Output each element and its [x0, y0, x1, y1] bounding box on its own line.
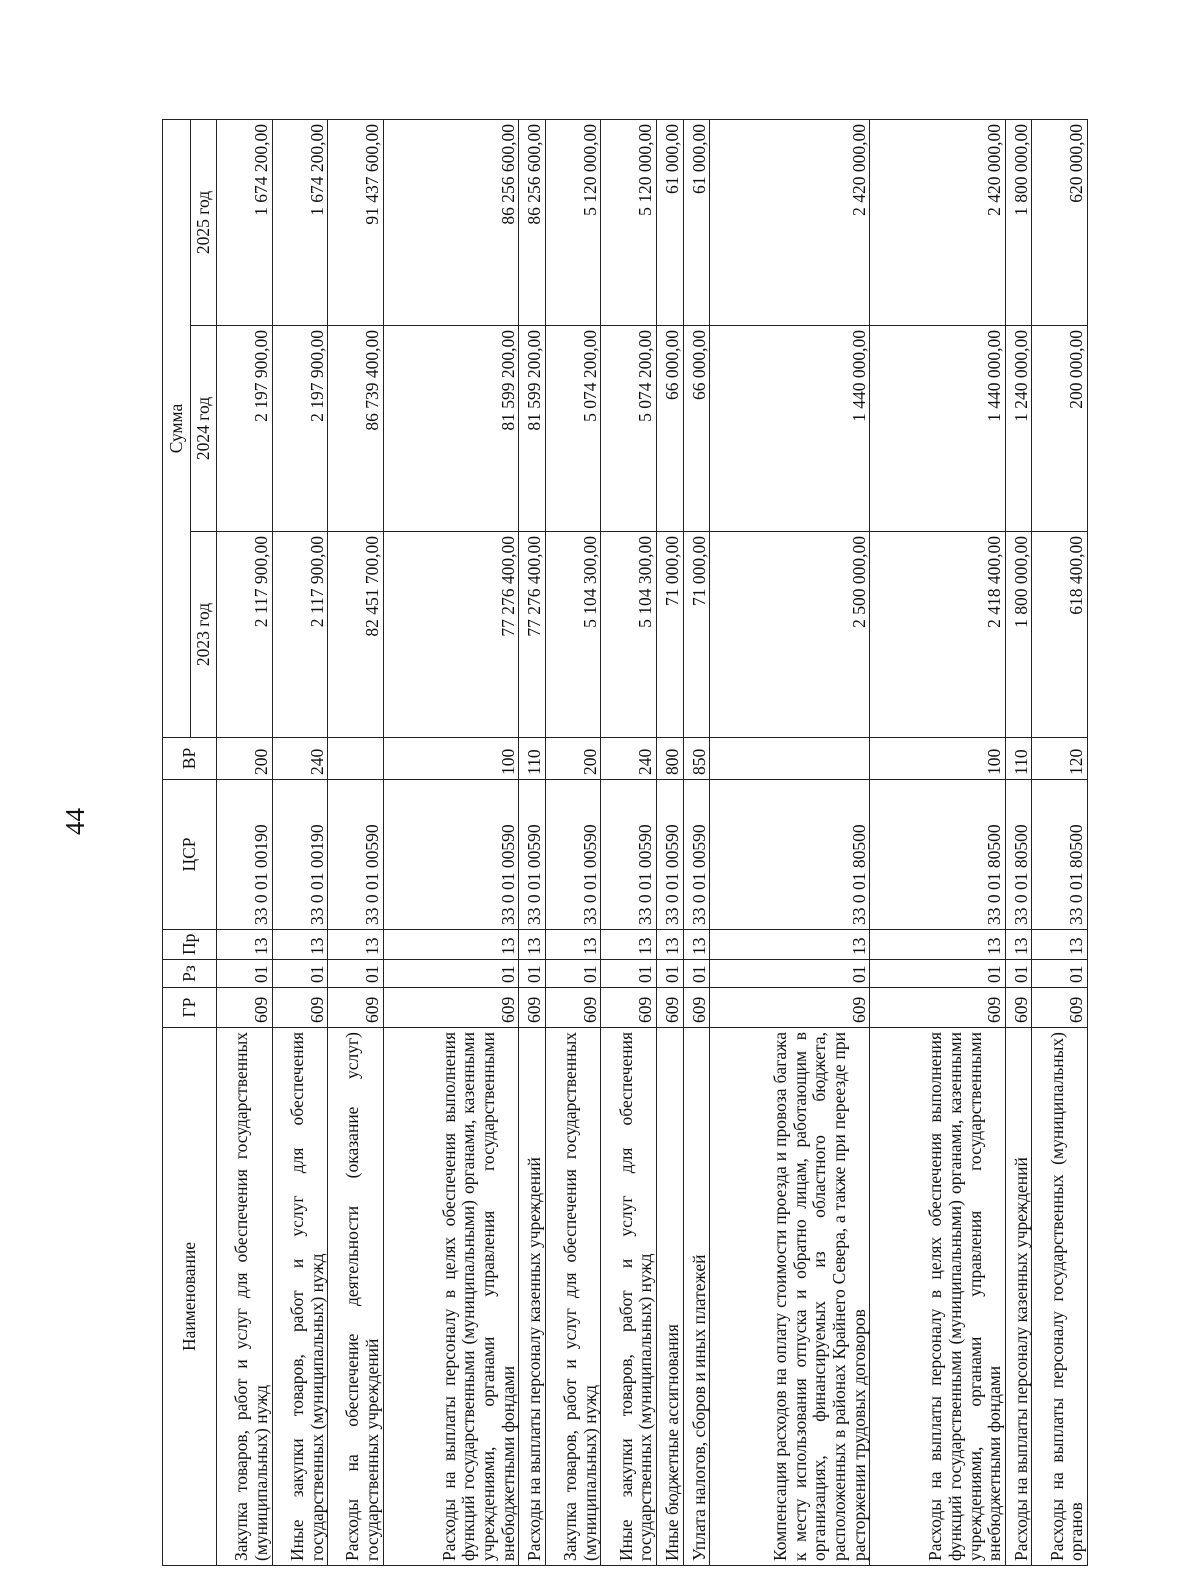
cell-vr: 240 — [601, 738, 657, 780]
cell-gr: 609 — [1005, 988, 1032, 1028]
cell-y2023: 77 276 400,00 — [383, 532, 519, 738]
cell-vr: 200 — [545, 738, 601, 780]
cell-rz: 01 — [683, 960, 710, 988]
cell-y2025: 86 256 600,00 — [519, 119, 546, 325]
cell-y2023: 82 451 700,00 — [328, 532, 384, 738]
cell-name: Расходы на выплаты персоналу государственных (муниципальных) органов — [1032, 1028, 1088, 1566]
cell-csr: 33 0 01 00590 — [545, 780, 601, 930]
table-row — [272, 119, 328, 1565]
page-number: 44 — [60, 808, 90, 835]
cell-gr: 609 — [683, 988, 710, 1028]
cell-name: Иные закупки товаров, работ и услуг для обеспечения государственных (муниципальных) нужд — [601, 1028, 657, 1566]
cell-pr: 13 — [328, 930, 384, 960]
cell-name: Иные закупки товаров, работ и услуг для обеспечения государственных (муниципальных) нужд — [272, 1028, 328, 1566]
cell-vr: 120 — [1032, 738, 1088, 780]
cell-rz: 01 — [383, 960, 519, 988]
cell-gr: 609 — [710, 988, 870, 1028]
cell-y2025: 86 256 600,00 — [383, 119, 519, 325]
cell-rz: 01 — [519, 960, 546, 988]
cell-y2024: 5 074 200,00 — [601, 326, 657, 532]
cell-y2025: 61 000,00 — [656, 119, 683, 325]
cell-y2024: 1 440 000,00 — [870, 326, 1006, 532]
cell-rz: 01 — [545, 960, 601, 988]
cell-csr: 33 0 01 00590 — [656, 780, 683, 930]
table-row — [217, 119, 273, 1565]
budget-table — [162, 119, 1088, 1566]
table-row — [683, 119, 710, 1565]
cell-y2025: 5 120 000,00 — [545, 119, 601, 325]
cell-gr: 609 — [383, 988, 519, 1028]
cell-y2024: 5 074 200,00 — [545, 326, 601, 532]
cell-y2023: 5 104 300,00 — [601, 532, 657, 738]
table-row — [656, 119, 683, 1565]
cell-pr: 13 — [656, 930, 683, 960]
table-row — [710, 119, 870, 1565]
cell-pr: 13 — [383, 930, 519, 960]
cell-gr: 609 — [272, 988, 328, 1028]
cell-y2024: 1 240 000,00 — [1005, 326, 1032, 532]
header-vr: ВР — [163, 738, 217, 780]
cell-csr: 33 0 01 80500 — [870, 780, 1006, 930]
cell-rz: 01 — [870, 960, 1006, 988]
cell-y2023: 71 000,00 — [656, 532, 683, 738]
cell-csr: 33 0 01 80500 — [1032, 780, 1088, 930]
cell-rz: 01 — [1005, 960, 1032, 988]
table-row — [383, 119, 519, 1565]
cell-y2024: 2 197 900,00 — [272, 326, 328, 532]
cell-name: Расходы на выплаты персоналу казенных учреждений — [1005, 1028, 1032, 1566]
cell-vr: 850 — [683, 738, 710, 780]
cell-vr: 240 — [272, 738, 328, 780]
cell-gr: 609 — [328, 988, 384, 1028]
cell-y2024: 81 599 200,00 — [383, 326, 519, 532]
table-row — [601, 119, 657, 1565]
cell-y2023: 2 117 900,00 — [217, 532, 273, 738]
cell-csr: 33 0 01 80500 — [1005, 780, 1032, 930]
cell-csr: 33 0 01 00590 — [601, 780, 657, 930]
cell-y2023: 2 500 000,00 — [710, 532, 870, 738]
cell-pr: 13 — [601, 930, 657, 960]
cell-y2025: 620 000,00 — [1032, 119, 1088, 325]
cell-vr — [328, 738, 384, 780]
cell-csr: 33 0 01 00590 — [683, 780, 710, 930]
cell-y2025: 1 674 200,00 — [272, 119, 328, 325]
cell-name: Закупка товаров, работ и услуг для обеспечения государственных (муниципальных) нужд — [217, 1028, 273, 1566]
cell-vr: 110 — [1005, 738, 1032, 780]
cell-name: Расходы на выплаты персоналу в целях обеспечения выполнения функций государственными (муниципальными) органами, казенными учреждениями, органами управления государственными внебюджетными фондами — [870, 1028, 1006, 1566]
cell-rz: 01 — [601, 960, 657, 988]
header-year-2023: 2023 год — [191, 532, 217, 738]
cell-y2023: 1 800 000,00 — [1005, 532, 1032, 738]
cell-rz: 01 — [217, 960, 273, 988]
cell-pr: 13 — [683, 930, 710, 960]
header-year-2024: 2024 год — [191, 326, 217, 532]
cell-vr: 800 — [656, 738, 683, 780]
cell-y2024: 200 000,00 — [1032, 326, 1088, 532]
cell-rz: 01 — [710, 960, 870, 988]
cell-vr: 110 — [519, 738, 546, 780]
cell-gr: 609 — [870, 988, 1006, 1028]
cell-y2024: 66 000,00 — [683, 326, 710, 532]
cell-y2023: 2 418 400,00 — [870, 532, 1006, 738]
table-row — [1032, 119, 1088, 1565]
table-row — [1005, 119, 1032, 1565]
cell-vr — [710, 738, 870, 780]
cell-y2024: 86 739 400,00 — [328, 326, 384, 532]
cell-pr: 13 — [1005, 930, 1032, 960]
header-name: Наименование — [163, 1028, 217, 1566]
cell-gr: 609 — [519, 988, 546, 1028]
cell-vr: 200 — [217, 738, 273, 780]
header-year-2025: 2025 год — [191, 119, 217, 325]
cell-pr: 13 — [217, 930, 273, 960]
cell-gr: 609 — [601, 988, 657, 1028]
cell-csr: 33 0 01 80500 — [710, 780, 870, 930]
cell-y2024: 81 599 200,00 — [519, 326, 546, 532]
cell-y2025: 5 120 000,00 — [601, 119, 657, 325]
table-row — [870, 119, 1006, 1565]
cell-gr: 609 — [656, 988, 683, 1028]
cell-y2025: 2 420 000,00 — [710, 119, 870, 325]
cell-name: Компенсация расходов на оплату стоимости проезда и провоза багажа к месту использования отпуска и обратно лицам, работающим в организациях, финансируемых из областного бюджета, расположенных в районах Крайнего Севера, а также при переезде при расторжении трудовых договоров — [710, 1028, 870, 1566]
cell-csr: 33 0 01 00590 — [383, 780, 519, 930]
cell-name: Расходы на обеспечение деятельности (оказание услуг) государственных учреждений — [328, 1028, 384, 1566]
cell-csr: 33 0 01 00590 — [328, 780, 384, 930]
cell-pr: 13 — [545, 930, 601, 960]
cell-y2024: 1 440 000,00 — [710, 326, 870, 532]
cell-gr: 609 — [1032, 988, 1088, 1028]
table-body — [217, 119, 1088, 1565]
cell-rz: 01 — [328, 960, 384, 988]
cell-name: Иные бюджетные ассигнования — [656, 1028, 683, 1566]
rotated-table-container — [162, 120, 1088, 1566]
table-row — [328, 119, 384, 1565]
cell-csr: 33 0 01 00190 — [217, 780, 273, 930]
cell-rz: 01 — [272, 960, 328, 988]
cell-y2024: 2 197 900,00 — [217, 326, 273, 532]
cell-y2023: 618 400,00 — [1032, 532, 1088, 738]
cell-pr: 13 — [519, 930, 546, 960]
cell-gr: 609 — [545, 988, 601, 1028]
cell-name: Расходы на выплаты персоналу казенных учреждений — [519, 1028, 546, 1566]
cell-y2025: 1 674 200,00 — [217, 119, 273, 325]
cell-y2023: 5 104 300,00 — [545, 532, 601, 738]
cell-gr: 609 — [217, 988, 273, 1028]
cell-y2025: 2 420 000,00 — [870, 119, 1006, 325]
header-rz: Рз — [163, 960, 217, 988]
cell-name: Расходы на выплаты персоналу в целях обеспечения выполнения функций государственными (муниципальными) органами, казенными учреждениями, органами управления государственными внебюджетными фондами — [383, 1028, 519, 1566]
cell-y2024: 66 000,00 — [656, 326, 683, 532]
cell-rz: 01 — [656, 960, 683, 988]
cell-y2025: 1 800 000,00 — [1005, 119, 1032, 325]
cell-csr: 33 0 01 00590 — [519, 780, 546, 930]
cell-csr: 33 0 01 00190 — [272, 780, 328, 930]
cell-y2025: 61 000,00 — [683, 119, 710, 325]
header-pr: Пр — [163, 930, 217, 960]
cell-vr: 100 — [870, 738, 1006, 780]
cell-pr: 13 — [1032, 930, 1088, 960]
cell-y2023: 2 117 900,00 — [272, 532, 328, 738]
cell-y2023: 77 276 400,00 — [519, 532, 546, 738]
cell-pr: 13 — [272, 930, 328, 960]
table-row — [519, 119, 546, 1565]
cell-y2023: 71 000,00 — [683, 532, 710, 738]
cell-rz: 01 — [1032, 960, 1088, 988]
header-sum: Сумма — [163, 119, 191, 737]
cell-pr: 13 — [710, 930, 870, 960]
header-csr: ЦСР — [163, 780, 217, 930]
cell-name: Уплата налогов, сборов и иных платежей — [683, 1028, 710, 1566]
cell-y2025: 91 437 600,00 — [328, 119, 384, 325]
header-gr: ГР — [163, 988, 217, 1028]
cell-vr: 100 — [383, 738, 519, 780]
cell-name: Закупка товаров, работ и услуг для обеспечения государственных (муниципальных) нужд — [545, 1028, 601, 1566]
cell-pr: 13 — [870, 930, 1006, 960]
table-row — [545, 119, 601, 1565]
